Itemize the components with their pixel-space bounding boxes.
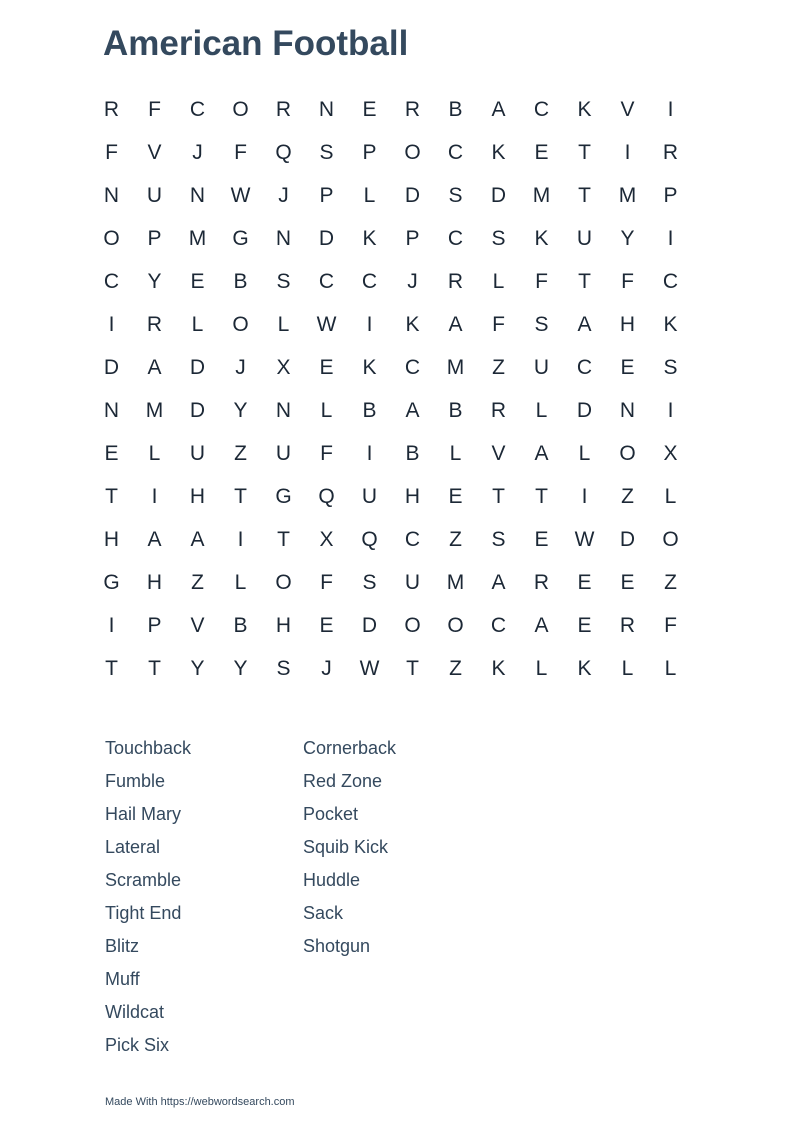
grid-cell[interactable]: R xyxy=(533,570,550,594)
grid-cell[interactable]: O xyxy=(662,527,679,551)
grid-cell[interactable]: H xyxy=(189,484,206,508)
grid-cell[interactable]: L xyxy=(664,484,677,508)
grid-cell[interactable]: E xyxy=(190,269,205,293)
grid-cell[interactable]: N xyxy=(275,226,292,250)
grid-cell[interactable]: L xyxy=(234,570,247,594)
grid-cell[interactable]: N xyxy=(275,398,292,422)
grid-cell[interactable]: H xyxy=(146,570,163,594)
grid-cell[interactable]: T xyxy=(234,484,247,508)
grid-row xyxy=(90,518,692,561)
footer-credit: Made With https://webwordsearch.com xyxy=(105,1096,295,1108)
grid-cell[interactable]: K xyxy=(534,226,549,250)
grid-cell[interactable]: D xyxy=(619,527,636,551)
grid-cell[interactable]: I xyxy=(366,441,373,465)
grid-cell[interactable]: O xyxy=(404,613,421,637)
grid-cell[interactable]: Q xyxy=(318,484,335,508)
grid-row xyxy=(90,647,692,690)
grid-cell[interactable]: T xyxy=(277,527,290,551)
grid-cell[interactable]: S xyxy=(491,226,506,250)
grid-cell[interactable]: G xyxy=(275,484,292,508)
grid-cell[interactable]: P xyxy=(362,140,377,164)
grid-cell[interactable]: T xyxy=(148,656,161,680)
grid-cell[interactable]: E xyxy=(319,613,334,637)
grid-cell[interactable]: N xyxy=(619,398,636,422)
grid-cell[interactable]: F xyxy=(535,269,548,293)
grid-cell[interactable]: A xyxy=(190,527,205,551)
grid-cell[interactable]: L xyxy=(492,269,505,293)
grid-cell[interactable]: S xyxy=(448,183,463,207)
grid-cell[interactable]: T xyxy=(578,183,591,207)
grid-cell[interactable]: Z xyxy=(449,656,462,680)
grid-cell[interactable]: N xyxy=(189,183,206,207)
grid-cell[interactable]: X xyxy=(276,355,291,379)
letter-grid xyxy=(90,88,692,690)
grid-cell[interactable]: C xyxy=(361,269,378,293)
word-list-item: Hail Mary xyxy=(105,804,182,824)
grid-cell[interactable]: H xyxy=(619,312,636,336)
grid-row xyxy=(90,346,692,389)
grid-cell[interactable]: M xyxy=(618,183,637,207)
grid-cell[interactable]: O xyxy=(447,613,464,637)
grid-cell[interactable]: L xyxy=(535,398,548,422)
grid-cell[interactable]: C xyxy=(318,269,335,293)
grid-cell[interactable]: H xyxy=(404,484,421,508)
grid-cell[interactable]: B xyxy=(233,613,248,637)
grid-cell[interactable]: T xyxy=(535,484,548,508)
grid-cell[interactable]: U xyxy=(404,570,421,594)
grid-cell[interactable]: P xyxy=(147,226,162,250)
page-title: American Football xyxy=(103,24,409,63)
grid-cell[interactable]: U xyxy=(533,355,550,379)
grid-cell[interactable]: C xyxy=(189,97,206,121)
grid-cell[interactable]: D xyxy=(189,355,206,379)
grid-cell[interactable]: Z xyxy=(191,570,204,594)
grid-cell[interactable]: E xyxy=(577,570,592,594)
grid-cell[interactable]: L xyxy=(320,398,333,422)
grid-cell[interactable]: I xyxy=(108,312,115,336)
grid-cell[interactable]: S xyxy=(534,312,549,336)
grid-cell[interactable]: C xyxy=(533,97,550,121)
grid-cell[interactable]: G xyxy=(103,570,120,594)
grid-cell[interactable]: M xyxy=(446,355,465,379)
grid-cell[interactable]: S xyxy=(276,656,291,680)
grid-cell[interactable]: A xyxy=(491,97,506,121)
grid-cell[interactable]: U xyxy=(576,226,593,250)
grid-cell[interactable]: F xyxy=(234,140,247,164)
grid-cell[interactable]: T xyxy=(578,140,591,164)
grid-cell[interactable]: F xyxy=(105,140,118,164)
word-list-item: Wildcat xyxy=(105,1002,165,1022)
grid-row xyxy=(90,389,692,432)
grid-cell[interactable]: T xyxy=(406,656,419,680)
grid-cell[interactable]: I xyxy=(237,527,244,551)
grid-cell[interactable]: F xyxy=(621,269,634,293)
grid-cell[interactable]: O xyxy=(232,97,249,121)
grid-cell[interactable]: J xyxy=(235,355,246,379)
grid-cell[interactable]: O xyxy=(232,312,249,336)
grid-cell[interactable]: O xyxy=(404,140,421,164)
grid-cell[interactable]: S xyxy=(491,527,506,551)
grid-cell[interactable]: S xyxy=(319,140,334,164)
grid-cell[interactable]: H xyxy=(275,613,292,637)
word-list-item: Pocket xyxy=(303,804,359,824)
grid-cell[interactable]: E xyxy=(448,484,463,508)
grid-cell[interactable]: A xyxy=(147,527,162,551)
grid-cell[interactable]: M xyxy=(145,398,164,422)
grid-cell[interactable]: Z xyxy=(664,570,677,594)
grid-cell[interactable]: L xyxy=(148,441,161,465)
grid-cell[interactable]: W xyxy=(359,656,380,680)
grid-cell[interactable]: S xyxy=(362,570,377,594)
word-list-item: Touchback xyxy=(105,738,192,758)
grid-cell[interactable]: Q xyxy=(275,140,292,164)
grid-cell[interactable]: C xyxy=(404,355,421,379)
grid-cell[interactable]: R xyxy=(275,97,292,121)
grid-cell[interactable]: M xyxy=(188,226,207,250)
grid-cell[interactable]: A xyxy=(448,312,463,336)
grid-cell[interactable]: T xyxy=(105,484,118,508)
grid-cell[interactable]: B xyxy=(362,398,377,422)
grid-cell[interactable]: F xyxy=(492,312,505,336)
grid-row xyxy=(90,88,692,131)
grid-cell[interactable]: R xyxy=(662,140,679,164)
grid-cell[interactable]: D xyxy=(361,613,378,637)
grid-cell[interactable]: L xyxy=(535,656,548,680)
word-list-item: Muff xyxy=(105,969,140,989)
grid-cell[interactable]: L xyxy=(449,441,462,465)
word-list xyxy=(105,736,503,1066)
grid-cell[interactable]: N xyxy=(318,97,335,121)
grid-cell[interactable]: Z xyxy=(234,441,247,465)
grid-cell[interactable]: W xyxy=(230,183,251,207)
grid-cell[interactable]: U xyxy=(361,484,378,508)
grid-cell[interactable]: D xyxy=(103,355,120,379)
grid-cell[interactable]: T xyxy=(105,656,118,680)
grid-cell[interactable]: K xyxy=(405,312,420,336)
word-list-item: Scramble xyxy=(105,870,182,890)
grid-cell[interactable]: Y xyxy=(620,226,635,250)
grid-cell[interactable]: A xyxy=(534,441,549,465)
grid-cell[interactable]: P xyxy=(319,183,334,207)
grid-cell[interactable]: L xyxy=(621,656,634,680)
grid-row xyxy=(90,475,692,518)
grid-cell[interactable]: R xyxy=(619,613,636,637)
word-list-item: Blitz xyxy=(105,936,140,956)
grid-cell[interactable]: T xyxy=(492,484,505,508)
grid-cell[interactable]: P xyxy=(405,226,420,250)
grid-cell[interactable]: R xyxy=(490,398,507,422)
grid-row xyxy=(90,561,692,604)
grid-cell[interactable]: R xyxy=(146,312,163,336)
grid-cell[interactable]: V xyxy=(147,140,162,164)
grid-cell[interactable]: E xyxy=(534,527,549,551)
grid-cell[interactable]: K xyxy=(362,226,377,250)
grid-cell[interactable]: O xyxy=(619,441,636,465)
grid-row xyxy=(90,131,692,174)
grid-cell[interactable]: D xyxy=(318,226,335,250)
word-list-item: Shotgun xyxy=(303,936,371,956)
grid-cell[interactable]: E xyxy=(620,570,635,594)
grid-cell[interactable]: V xyxy=(491,441,506,465)
grid-cell[interactable]: K xyxy=(577,656,592,680)
grid-cell[interactable]: F xyxy=(320,570,333,594)
grid-cell[interactable]: Y xyxy=(147,269,162,293)
grid-cell[interactable]: M xyxy=(446,570,465,594)
grid-cell[interactable]: A xyxy=(147,355,162,379)
word-list-column-2 xyxy=(303,736,503,1066)
grid-cell[interactable]: F xyxy=(320,441,333,465)
grid-cell[interactable]: Q xyxy=(361,527,378,551)
grid-cell[interactable]: A xyxy=(491,570,506,594)
grid-cell[interactable]: E xyxy=(362,97,377,121)
word-list-item: Cornerback xyxy=(303,738,397,758)
grid-cell[interactable]: C xyxy=(490,613,507,637)
grid-cell[interactable]: D xyxy=(576,398,593,422)
grid-cell[interactable]: D xyxy=(490,183,507,207)
grid-cell[interactable]: B xyxy=(233,269,248,293)
grid-cell[interactable]: A xyxy=(534,613,549,637)
grid-row xyxy=(90,217,692,260)
word-list-item: Sack xyxy=(303,903,344,923)
grid-cell[interactable]: L xyxy=(277,312,290,336)
grid-cell[interactable]: S xyxy=(276,269,291,293)
grid-cell[interactable]: E xyxy=(620,355,635,379)
grid-cell[interactable]: E xyxy=(104,441,119,465)
word-list-item: Tight End xyxy=(105,903,182,923)
grid-row xyxy=(90,260,692,303)
grid-row xyxy=(90,604,692,647)
grid-cell[interactable]: B xyxy=(448,97,463,121)
grid-cell[interactable]: L xyxy=(578,441,591,465)
grid-cell[interactable]: J xyxy=(192,140,203,164)
grid-cell[interactable]: U xyxy=(146,183,163,207)
grid-cell[interactable]: I xyxy=(667,226,674,250)
grid-cell[interactable]: J xyxy=(321,656,332,680)
grid-cell[interactable]: Z xyxy=(621,484,634,508)
word-list-item: Huddle xyxy=(303,870,361,890)
grid-cell[interactable]: K xyxy=(577,97,592,121)
grid-cell[interactable]: L xyxy=(363,183,376,207)
grid-cell[interactable]: F xyxy=(148,97,161,121)
grid-cell[interactable]: P xyxy=(663,183,678,207)
grid-cell[interactable]: X xyxy=(319,527,334,551)
grid-cell[interactable]: N xyxy=(103,398,120,422)
grid-cell[interactable]: G xyxy=(232,226,249,250)
grid-cell[interactable]: P xyxy=(147,613,162,637)
grid-cell[interactable]: S xyxy=(663,355,678,379)
grid-cell[interactable]: Y xyxy=(233,656,248,680)
grid-cell[interactable]: U xyxy=(189,441,206,465)
grid-cell[interactable]: K xyxy=(663,312,678,336)
grid-cell[interactable]: I xyxy=(108,613,115,637)
grid-cell[interactable]: L xyxy=(191,312,204,336)
grid-cell[interactable]: I xyxy=(366,312,373,336)
grid-cell[interactable]: C xyxy=(447,140,464,164)
grid-cell[interactable]: E xyxy=(534,140,549,164)
grid-cell[interactable]: Y xyxy=(190,656,205,680)
grid-cell[interactable]: I xyxy=(151,484,158,508)
grid-cell[interactable]: E xyxy=(577,613,592,637)
grid-cell[interactable]: B xyxy=(448,398,463,422)
grid-cell[interactable]: K xyxy=(491,140,506,164)
grid-row xyxy=(90,174,692,217)
grid-cell[interactable]: B xyxy=(405,441,420,465)
grid-cell[interactable]: V xyxy=(620,97,635,121)
grid-cell[interactable]: F xyxy=(664,613,677,637)
grid-cell[interactable]: W xyxy=(574,527,595,551)
grid-cell[interactable]: A xyxy=(577,312,592,336)
grid-cell[interactable]: Z xyxy=(449,527,462,551)
grid-cell[interactable]: R xyxy=(404,97,421,121)
grid-cell[interactable]: U xyxy=(275,441,292,465)
grid-cell[interactable]: I xyxy=(581,484,588,508)
grid-cell[interactable]: K xyxy=(491,656,506,680)
grid-cell[interactable]: V xyxy=(190,613,205,637)
grid-cell[interactable]: R xyxy=(447,269,464,293)
grid-cell[interactable]: Y xyxy=(233,398,248,422)
grid-cell[interactable]: R xyxy=(103,97,120,121)
grid-cell[interactable]: C xyxy=(576,355,593,379)
grid-row xyxy=(90,432,692,475)
word-list-item: Red Zone xyxy=(303,771,383,791)
grid-cell[interactable]: D xyxy=(189,398,206,422)
grid-cell[interactable]: K xyxy=(362,355,377,379)
grid-cell[interactable]: E xyxy=(319,355,334,379)
grid-cell[interactable]: T xyxy=(578,269,591,293)
grid-cell[interactable]: A xyxy=(405,398,420,422)
grid-cell[interactable]: J xyxy=(407,269,418,293)
word-list-item: Pick Six xyxy=(105,1035,170,1055)
grid-cell[interactable]: X xyxy=(663,441,678,465)
grid-cell[interactable]: C xyxy=(662,269,679,293)
grid-cell[interactable]: C xyxy=(404,527,421,551)
grid-cell[interactable]: O xyxy=(103,226,120,250)
grid-cell[interactable]: O xyxy=(275,570,292,594)
grid-cell[interactable]: N xyxy=(103,183,120,207)
grid-cell[interactable]: C xyxy=(447,226,464,250)
grid-cell[interactable]: H xyxy=(103,527,120,551)
grid-cell[interactable]: I xyxy=(667,97,674,121)
grid-cell[interactable]: D xyxy=(404,183,421,207)
grid-cell[interactable]: L xyxy=(664,656,677,680)
grid-cell[interactable]: M xyxy=(532,183,551,207)
grid-row xyxy=(90,303,692,346)
grid-cell[interactable]: Z xyxy=(492,355,505,379)
grid-cell[interactable]: W xyxy=(316,312,337,336)
word-list-column-1 xyxy=(105,736,303,1066)
word-list-item: Lateral xyxy=(105,837,161,857)
grid-cell[interactable]: J xyxy=(278,183,289,207)
word-list-item: Squib Kick xyxy=(303,837,389,857)
word-list-item: Fumble xyxy=(105,771,166,791)
grid-cell[interactable]: I xyxy=(624,140,631,164)
grid-cell[interactable]: I xyxy=(667,398,674,422)
grid-cell[interactable]: C xyxy=(103,269,120,293)
